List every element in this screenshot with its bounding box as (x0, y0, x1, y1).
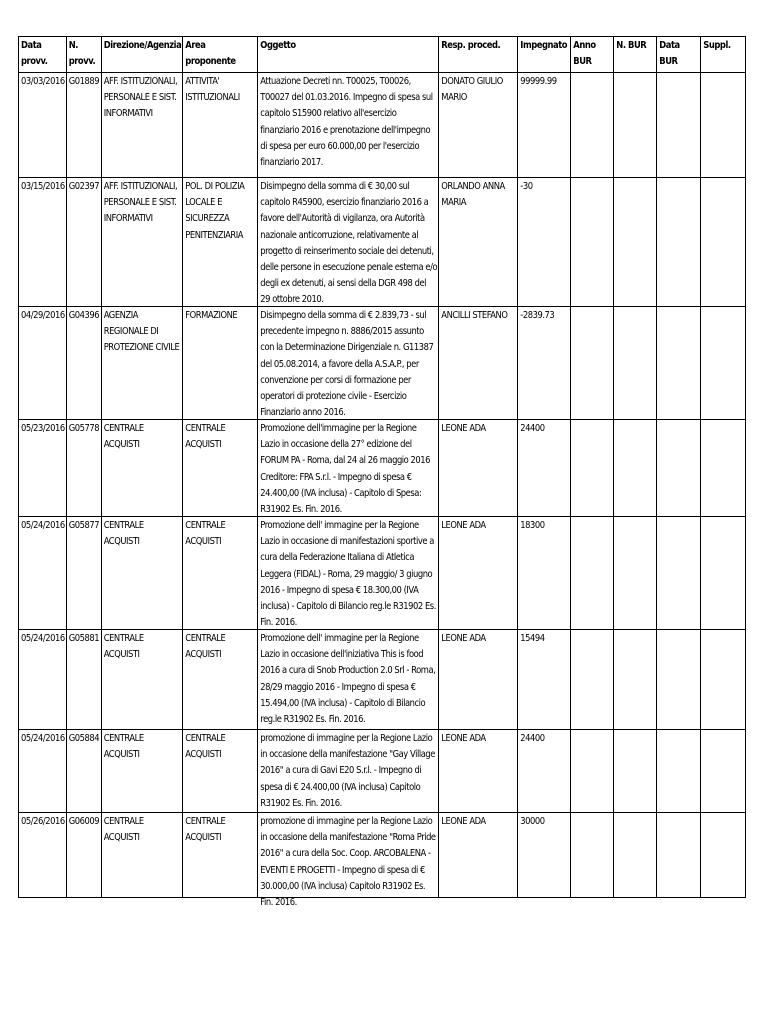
cell-n-provv-text: G04396 (68, 310, 100, 321)
cell-suppl (701, 73, 746, 178)
cell-resp-proced (439, 73, 518, 178)
cell-n-provv-text: G06009 (68, 816, 100, 827)
cell-resp-proced (439, 420, 518, 517)
cell-data-provv (19, 178, 67, 307)
cell-n-provv-text: G02397 (68, 181, 100, 192)
cell-n-provv (66, 307, 101, 420)
cell-data-provv-text: 05/24/2016 (21, 733, 65, 744)
cell-area-text: CENTRALE ACQUISTI (185, 423, 226, 451)
table-row (19, 178, 746, 307)
cell-data-bur (657, 813, 701, 898)
header-n-bur: N. BUR (614, 37, 657, 73)
cell-area (183, 813, 258, 898)
cell-area (183, 730, 258, 813)
cell-direzione (101, 73, 183, 178)
cell-suppl (701, 517, 746, 630)
cell-impegnato-text: -2839.73 (520, 310, 555, 321)
cell-area-text: POL. DI POLIZIA LOCALE E SICUREZZA PENITENZIARIA (185, 181, 245, 241)
cell-direzione (101, 517, 183, 630)
cell-direzione-text: AFF. ISTITUZIONALI, PERSONALE E SIST. INFORMATIVI (103, 76, 178, 120)
cell-data-provv (19, 630, 67, 730)
cell-area-text: FORMAZIONE (185, 310, 238, 321)
cell-suppl (701, 420, 746, 517)
cell-anno-bur (571, 73, 614, 178)
cell-area (183, 73, 258, 178)
cell-resp-proced (439, 307, 518, 420)
cell-direzione-text: AFF. ISTITUZIONALI, PERSONALE E SIST. INFORMATIVI (103, 181, 178, 225)
cell-data-provv-text: 05/24/2016 (21, 633, 65, 644)
header-resp-proced: Resp. proced. (439, 37, 518, 73)
determinations-table (18, 36, 746, 909)
cell-impegnato (518, 730, 571, 813)
cell-area-text: CENTRALE ACQUISTI (185, 816, 226, 844)
cell-oggetto (258, 630, 439, 730)
cell-anno-bur (571, 630, 614, 730)
cell-resp-proced-text: DONATO GIULIO MARIO (441, 76, 503, 104)
cell-impegnato-text: 24400 (520, 423, 545, 434)
cell-resp-proced-text: LEONE ADA (441, 816, 486, 827)
cell-data-bur (657, 730, 701, 813)
cell-data-bur (657, 73, 701, 178)
table-row (19, 730, 746, 813)
cell-oggetto (258, 730, 439, 813)
cell-n-provv (66, 813, 101, 898)
cell-resp-proced (439, 178, 518, 307)
cell-direzione-text: CENTRALE ACQUISTI (103, 520, 144, 548)
table-row (19, 630, 746, 730)
cell-impegnato (518, 630, 571, 730)
cell-direzione-text: CENTRALE ACQUISTI (103, 816, 144, 844)
cell-direzione (101, 813, 183, 898)
cell-oggetto-text: Disimpegno della somma di € 30,00 sul capitolo R45900, esercizio finanziario 2016 a favore dell'Autorità di vigilanza, ora Autorità nazionale anticorruzione, relativamente al progetto di reinserimento sociale dei detenuti, delle persone in esecuzione penale esterna e/o degli ex detenuti, ai sensi della DGR 498 del 29 ottobre 2010. (260, 181, 438, 306)
cell-impegnato (518, 307, 571, 420)
cell-direzione-text: CENTRALE ACQUISTI (103, 733, 144, 761)
cell-direzione (101, 307, 183, 420)
header-impegnato: Impegnato (518, 37, 571, 73)
cell-suppl (701, 178, 746, 307)
cell-oggetto (258, 178, 439, 307)
cell-n-provv-text: G05884 (68, 733, 100, 744)
cell-anno-bur (571, 517, 614, 630)
cell-impegnato (518, 178, 571, 307)
cell-n-bur (614, 630, 657, 730)
cell-oggetto-text: Promozione dell' immagine per la Regione Lazio in occasione di manifestazioni sportive a cura della Federazione Italiana di Atletica Leggera (FIDAL) - Roma, 29 maggio/ 3 giugno 2016 - Impegno di spesa € 18.300,00 (IVA inclusa) - Capitolo di Bilancio reg.le R31902 Es. Fin. 2016. (260, 520, 436, 629)
header-row (19, 37, 746, 73)
cell-area-text: CENTRALE ACQUISTI (185, 633, 226, 661)
cell-oggetto (258, 517, 439, 630)
header-anno-bur: Anno BUR (571, 37, 614, 73)
cell-area (183, 630, 258, 730)
cell-resp-proced-text: ANCILLI STEFANO (441, 310, 508, 321)
cell-anno-bur (571, 307, 614, 420)
cell-anno-bur (571, 178, 614, 307)
cell-oggetto (258, 73, 439, 178)
cell-area (183, 307, 258, 420)
cell-n-provv-text: G01889 (68, 76, 100, 87)
cell-resp-proced-text: LEONE ADA (441, 733, 486, 744)
spreadsheet-page (18, 36, 746, 909)
cell-resp-proced (439, 630, 518, 730)
cell-data-provv-text: 05/24/2016 (21, 520, 65, 531)
cell-n-bur (614, 73, 657, 178)
cell-impegnato (518, 813, 571, 898)
cell-n-bur (614, 420, 657, 517)
cell-anno-bur (571, 813, 614, 898)
cell-resp-proced-text: LEONE ADA (441, 633, 486, 644)
cell-impegnato-text: 18300 (520, 520, 545, 531)
header-n-provv: N. provv. (66, 37, 101, 73)
cell-oggetto (258, 307, 439, 420)
cell-oggetto-text: promozione di immagine per la Regione Lazio in occasione della manifestazione "Gay Village 2016" a cura di Gavi E20 S.r.l. - Impegno di spesa di € 24.400,00 (IVA inclusa) Capitolo R31902 Es. Fin. 2016. (260, 733, 435, 809)
cell-n-provv (66, 630, 101, 730)
cell-data-bur (657, 630, 701, 730)
table-row (19, 420, 746, 517)
cell-n-provv-text: G05877 (68, 520, 100, 531)
cell-n-bur (614, 178, 657, 307)
cell-area (183, 420, 258, 517)
cell-suppl (701, 307, 746, 420)
header-suppl: Suppl. (701, 37, 746, 73)
cell-impegnato (518, 73, 571, 178)
cell-impegnato-text: 15494 (520, 633, 545, 644)
cell-anno-bur (571, 420, 614, 517)
cell-n-provv (66, 730, 101, 813)
cell-data-bur (657, 420, 701, 517)
cell-area (183, 178, 258, 307)
cell-n-bur (614, 813, 657, 898)
cell-data-provv (19, 73, 67, 178)
cell-direzione (101, 630, 183, 730)
cell-direzione-text: CENTRALE ACQUISTI (103, 423, 144, 451)
cell-n-provv-text: G05881 (68, 633, 100, 644)
cell-anno-bur (571, 730, 614, 813)
cell-n-bur (614, 307, 657, 420)
cell-data-provv (19, 813, 67, 898)
cell-oggetto-text: promozione di immagine per la Regione Lazio in occasione della manifestazione "Roma Pride 2016" a cura della Soc. Coop. ARCOBALENA - EVENTI E PROGETTI - Impegno di spesa di € 30.000,00 (IVA inclusa) Capitolo R31902 Es. Fin. 2016. (260, 816, 436, 909)
cell-direzione-text: AGENZIA REGIONALE DI PROTEZIONE CIVILE (103, 310, 180, 354)
cell-data-provv-text: 05/26/2016 (21, 816, 65, 827)
table-row (19, 73, 746, 178)
cell-n-bur (614, 730, 657, 813)
cell-direzione (101, 730, 183, 813)
cell-suppl (701, 630, 746, 730)
cell-impegnato (518, 420, 571, 517)
header-data-bur: Data BUR (657, 37, 701, 73)
cell-resp-proced (439, 730, 518, 813)
cell-data-provv-text: 03/03/2016 (21, 76, 65, 87)
cell-n-bur (614, 517, 657, 630)
cell-data-bur (657, 307, 701, 420)
cell-suppl (701, 813, 746, 898)
cell-oggetto-text: Promozione dell'immagine per la Regione Lazio in occasione della 27° edizione del FORUM PA - Roma, dal 24 al 26 maggio 2016 Creditore: FPA S.r.l. - Impegno di spesa € 24.400,00 (IVA inclusa) - Capitolo di Spesa: R31902 Es. Fin. 2016. (260, 423, 431, 516)
cell-data-provv (19, 307, 67, 420)
cell-resp-proced (439, 517, 518, 630)
header-direzione-agenzia: Direzione/Agenzia (101, 37, 183, 73)
cell-impegnato-text: 30000 (520, 816, 545, 827)
table-row (19, 517, 746, 630)
header-area-proponente: Area proponente (183, 37, 258, 73)
cell-impegnato-text: -30 (520, 181, 533, 192)
cell-data-provv-text: 04/29/2016 (21, 310, 65, 321)
cell-area (183, 517, 258, 630)
cell-n-provv (66, 420, 101, 517)
cell-oggetto (258, 420, 439, 517)
cell-oggetto-text: Promozione dell' immagine per la Regione Lazio in occasione dell'iniziativa This is food 2016 a cura di Snob Production 2.0 Srl - Roma, 28/29 maggio 2016 - Impegno di spesa € 15.494,00 (IVA inclusa) - Capitolo di Bilancio reg.le R31902 Es. Fin. 2016. (260, 633, 436, 726)
cell-data-provv-text: 03/15/2016 (21, 181, 65, 192)
cell-data-provv (19, 420, 67, 517)
cell-n-provv (66, 73, 101, 178)
cell-area-text: ATTIVITA' ISTITUZIONALI (185, 76, 240, 104)
cell-data-provv (19, 730, 67, 813)
cell-data-bur (657, 517, 701, 630)
cell-n-provv (66, 178, 101, 307)
cell-direzione (101, 178, 183, 307)
cell-resp-proced-text: LEONE ADA (441, 520, 486, 531)
cell-impegnato-text: 99999.99 (520, 76, 557, 87)
cell-oggetto-text: Attuazione Decreti nn. T00025, T00026, T00027 del 01.03.2016. Impegno di spesa sul capitolo S15900 relativo all'esercizio finanziario 2016 e prenotazione dell'impegno di spesa per euro 60.000,00 per l'esercizio finanziario 2017. (260, 76, 433, 169)
cell-impegnato (518, 517, 571, 630)
cell-resp-proced-text: LEONE ADA (441, 423, 486, 434)
cell-suppl (701, 730, 746, 813)
cell-data-provv (19, 517, 67, 630)
table-row (19, 307, 746, 420)
cell-oggetto-text: Disimpegno della somma di € 2.839,73 - sul precedente impegno n. 8886/2015 assunto con la Determinazione Dirigenziale n. G11387 del 05.08.2014, a favore della A.S.A.P., per convenzione per corsi di formazione per operatori di protezione civile - Esercizio Finanziario anno 2016. (260, 310, 434, 419)
cell-impegnato-text: 24400 (520, 733, 545, 744)
cell-oggetto (258, 813, 439, 909)
cell-direzione (101, 420, 183, 517)
cell-resp-proced-text: ORLANDO ANNA MARIA (441, 181, 505, 209)
cell-area-text: CENTRALE ACQUISTI (185, 520, 226, 548)
cell-n-provv-text: G05778 (68, 423, 100, 434)
header-data-provv: Data provv. (19, 37, 67, 73)
header-oggetto: Oggetto (258, 37, 439, 73)
cell-data-bur (657, 178, 701, 307)
cell-resp-proced (439, 813, 518, 898)
table-row (19, 813, 746, 898)
cell-area-text: CENTRALE ACQUISTI (185, 733, 226, 761)
cell-data-provv-text: 05/23/2016 (21, 423, 65, 434)
cell-direzione-text: CENTRALE ACQUISTI (103, 633, 144, 661)
cell-n-provv (66, 517, 101, 630)
table-body (19, 73, 746, 909)
